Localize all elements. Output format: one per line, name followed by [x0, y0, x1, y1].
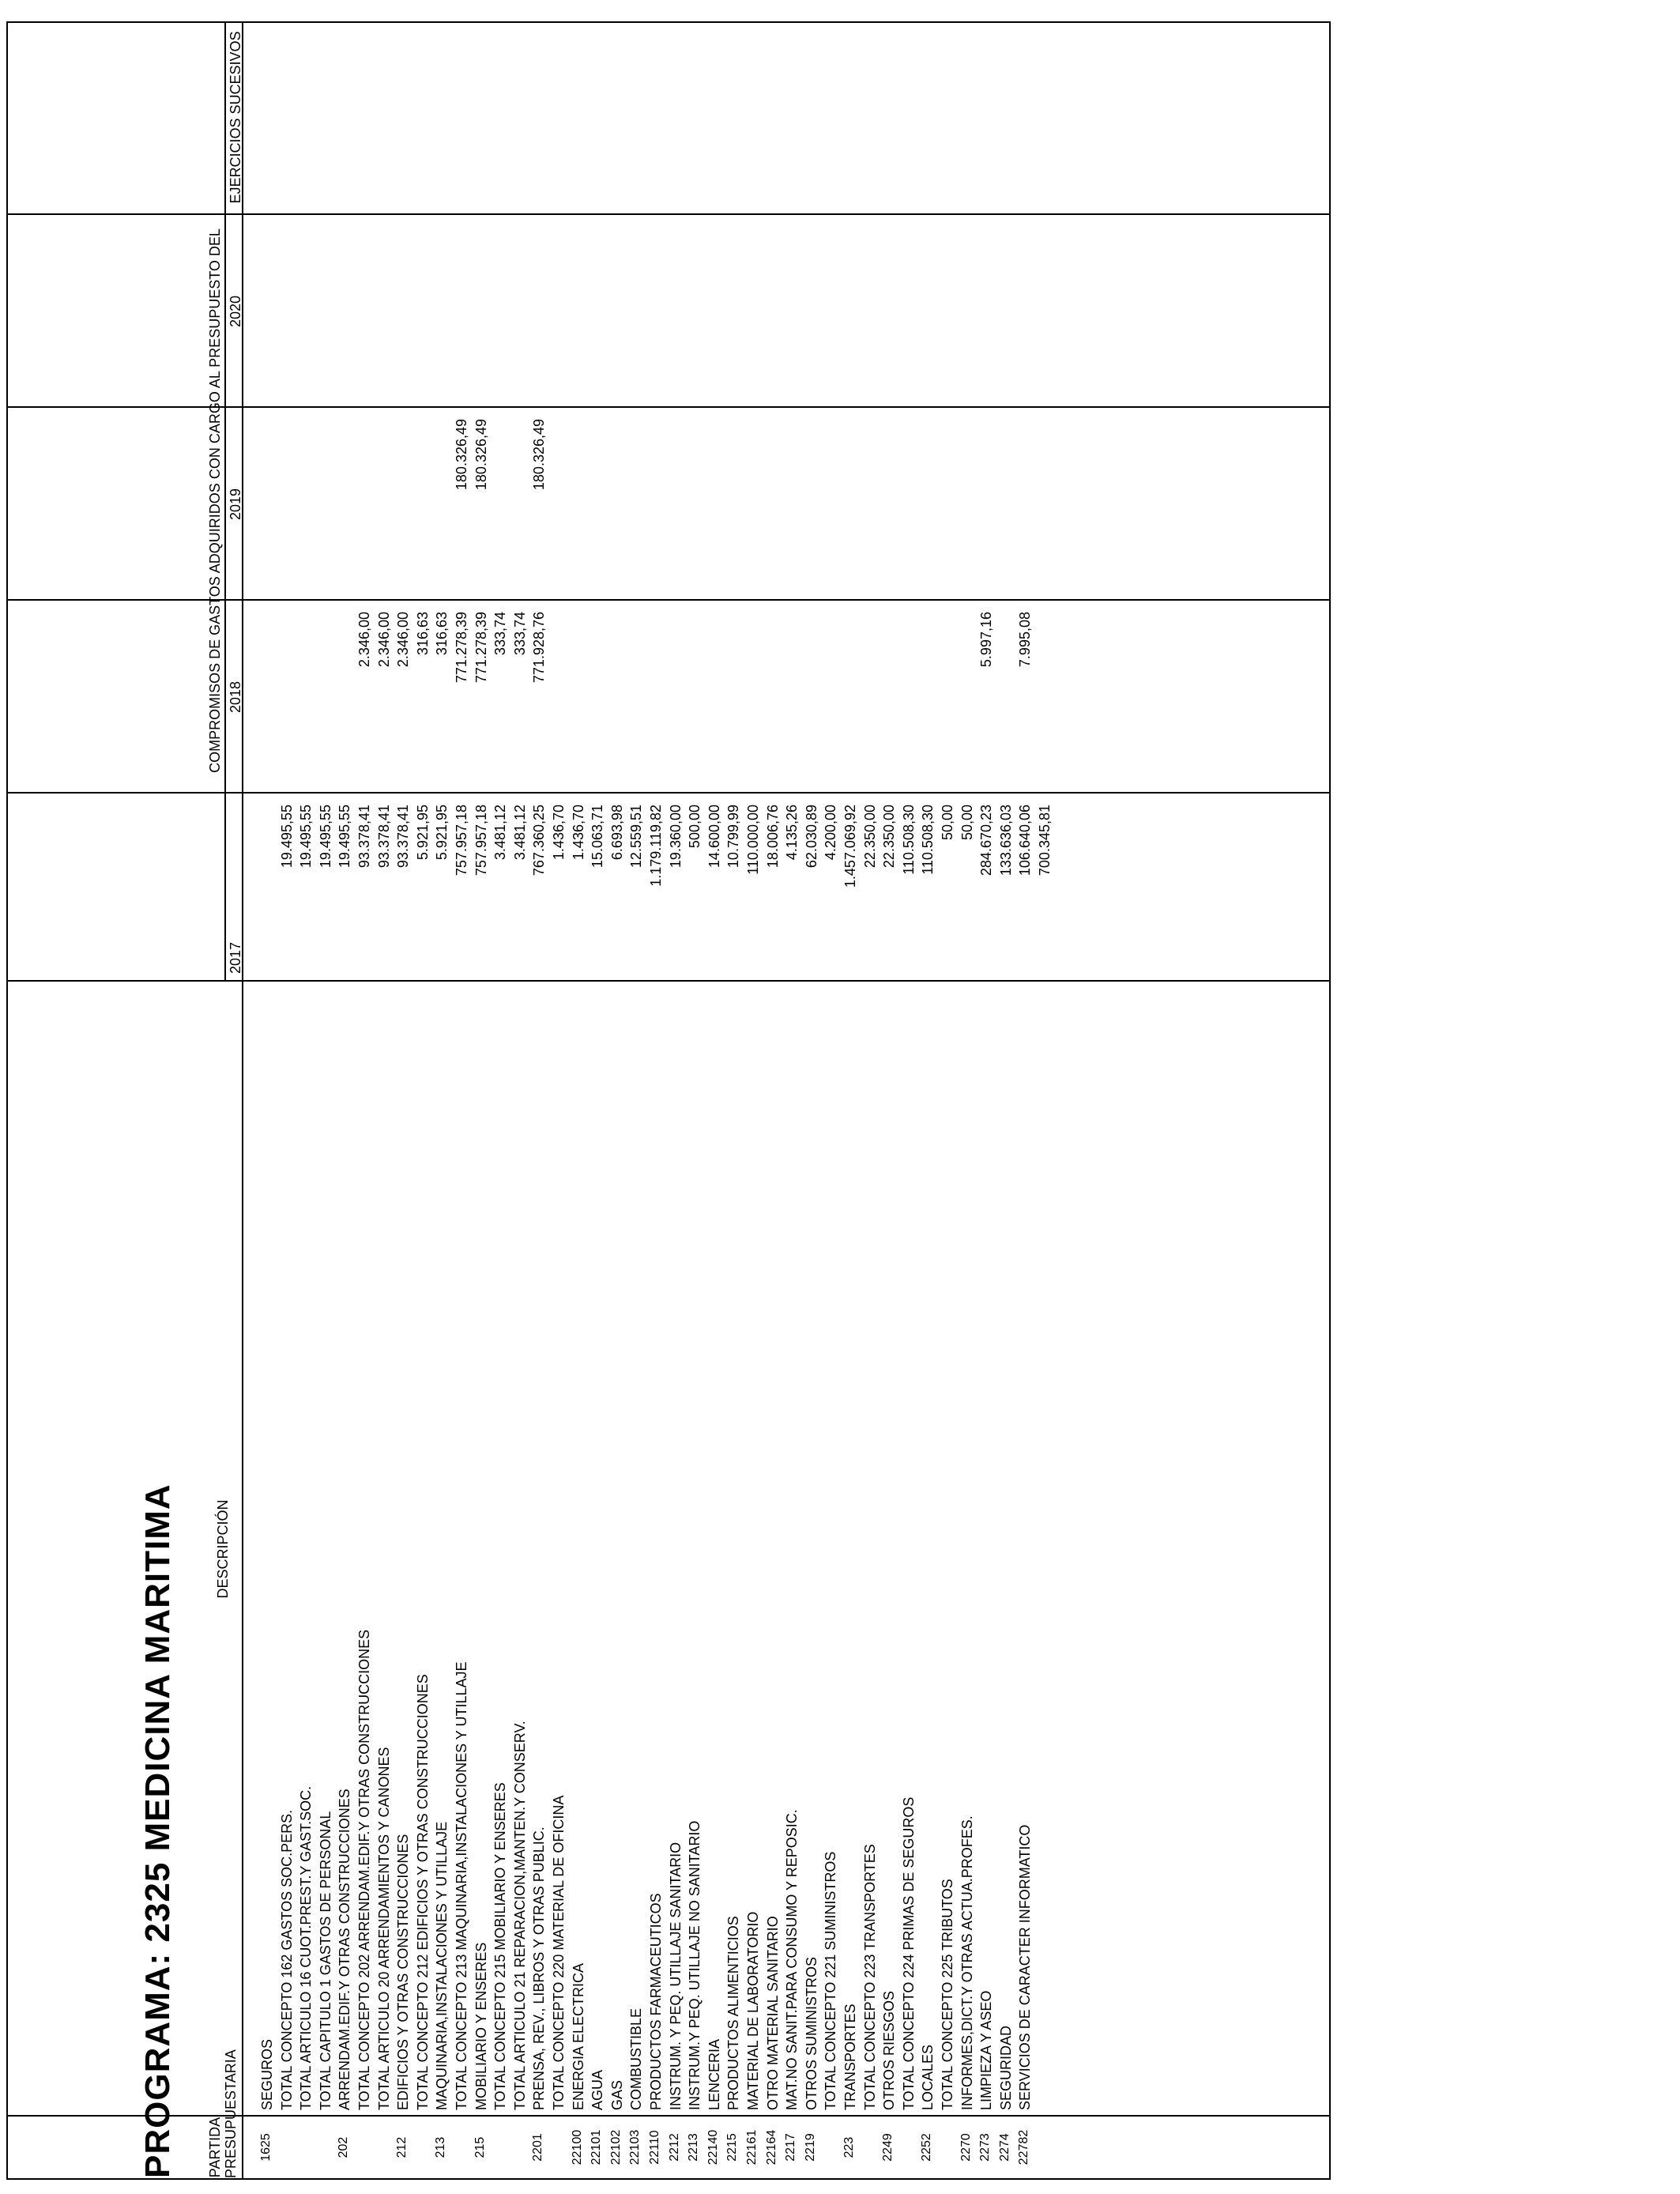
amount-y2017: 93.378,41 — [356, 805, 372, 869]
descripcion-cell: SEGUROS — [259, 2038, 275, 2110]
amount-y2017: 110.508,30 — [920, 805, 936, 875]
partida-code: 2249 — [881, 2133, 895, 2162]
amount-y2017: 1.457.069,92 — [842, 805, 858, 888]
amount-y2017: 3.481,12 — [511, 805, 528, 861]
descripcion-cell: TRANSPORTES — [842, 2004, 858, 2110]
descripcion-cell: LIMPIEZA Y ASEO — [978, 1990, 995, 2110]
amount-y2018: 5.997,16 — [978, 612, 995, 668]
descripcion-cell: TOTAL CONCEPTO 225 TRIBUTOS — [940, 1879, 955, 2110]
partida-code: 22110 — [648, 2130, 661, 2165]
budget-table — [6, 21, 1331, 2180]
descripcion-cell: MOBILIARIO Y ENSERES — [473, 1942, 489, 2110]
amount-y2017: 93.378,41 — [395, 805, 412, 869]
page-title: PROGRAMA: 2325 MEDICINA MARITIMA — [138, 1483, 177, 2178]
amount-y2017: 93.378,41 — [375, 805, 392, 869]
descripcion-cell: ENERGIA ELECTRICA — [570, 1962, 586, 2110]
partida-code: 2273 — [978, 2133, 993, 2162]
partida-code: 2212 — [667, 2133, 681, 2162]
amount-y2018: 2.346,00 — [356, 612, 372, 668]
descripcion-cell: MAT.NO SANIT.PARA CONSUMO Y REPOSIC. — [784, 1809, 800, 2110]
amount-y2017: 22.350,00 — [881, 805, 898, 869]
amount-y2017: 757.957,18 — [454, 805, 469, 876]
amount-y2017: 500,00 — [687, 805, 703, 849]
header-2019: 2019 — [228, 488, 243, 521]
descripcion-cell: LENCERIA — [706, 2038, 722, 2110]
amount-y2017: 1.179.119,82 — [648, 805, 664, 887]
descripcion-cell: TOTAL CONCEPTO 220 MATERIAL DE OFICINA — [551, 1795, 567, 2110]
amount-y2017: 14.600,00 — [706, 805, 722, 869]
descripcion-cell: TOTAL CONCEPTO 223 TRANSPORTES — [861, 1844, 878, 2110]
partida-code: 22101 — [590, 2129, 604, 2166]
partida-code: 2213 — [687, 2133, 701, 2162]
descripcion-cell: PRODUCTOS FARMACEUTICOS — [648, 1893, 664, 2110]
descripcion-cell: SERVICIOS DE CARACTER INFORMATICO — [1017, 1824, 1034, 2110]
amount-y2018: 7.995,08 — [1017, 612, 1034, 668]
amount-y2017: 757.957,18 — [473, 805, 489, 876]
amount-y2017: 19.495,55 — [298, 805, 315, 869]
partida-code: 223 — [842, 2136, 856, 2158]
amount-y2018: 333,74 — [511, 612, 528, 656]
header-sucesivos: EJERCICIOS SUCESIVOS — [228, 31, 243, 204]
divider-2018 — [8, 599, 1329, 601]
descripcion-cell: TOTAL CONCEPTO 202 ARRENDAM.EDIF.Y OTRAS CONSTRUCCIONES — [356, 1629, 372, 2110]
amount-y2017: 110.000,00 — [745, 805, 761, 875]
header-2020: 2020 — [228, 295, 243, 328]
descripcion-cell: INSTRUM. Y PEQ. UTILLAJE SANITARIO — [667, 1842, 684, 2110]
divider-2020 — [8, 213, 1329, 215]
partida-code: 22161 — [745, 2129, 759, 2166]
descripcion-cell: LOCALES — [920, 2044, 936, 2110]
amount-y2017: 1.436,70 — [551, 805, 567, 861]
amount-y2017: 19.360,00 — [667, 805, 684, 869]
partida-code: 2252 — [920, 2133, 934, 2162]
amount-y2017: 50,00 — [940, 805, 955, 841]
amount-y2017: 6.693,98 — [608, 805, 625, 861]
partida-code: 22140 — [706, 2129, 720, 2166]
partida-code: 2215 — [725, 2133, 740, 2162]
descripcion-cell: INSTRUM.Y PEQ. UTILLAJE NO SANITARIO — [687, 1820, 703, 2110]
amount-y2017: 1.436,70 — [570, 805, 586, 861]
partida-code: 2201 — [531, 2133, 545, 2162]
divider-2017 — [8, 792, 1329, 794]
descripcion-cell: TOTAL CONCEPTO 215 MOBILIARIO Y ENSERES — [492, 1782, 509, 2110]
descripcion-cell: OTROS SUMINISTROS — [803, 1956, 819, 2110]
amount-y2017: 5.921,95 — [434, 805, 450, 861]
amount-y2017: 15.063,71 — [590, 805, 606, 869]
partida-code: 22782 — [1017, 2129, 1031, 2166]
amount-y2017: 19.495,55 — [278, 805, 295, 869]
amount-y2017: 3.481,12 — [492, 805, 509, 861]
amount-y2017: 50,00 — [959, 805, 975, 841]
partida-code: 22100 — [570, 2129, 584, 2166]
amount-y2017: 106.640,06 — [1017, 805, 1034, 876]
descripcion-cell: TOTAL CONCEPTO 213 MAQUINARIA,INSTALACIONES Y UTILLAJE — [454, 1661, 469, 2110]
descripcion-cell: MAQUINARIA,INSTALACIONES Y UTILLAJE — [434, 1821, 450, 2110]
amount-y2017: 12.559,51 — [628, 805, 645, 869]
descripcion-cell: TOTAL CONCEPTO 224 PRIMAS DE SEGUROS — [900, 1796, 917, 2110]
amount-y2017: 62.030,89 — [803, 805, 819, 869]
amount-y2017: 10.799,99 — [725, 805, 742, 869]
descripcion-cell: MATERIAL DE LABORATORIO — [745, 1911, 761, 2110]
descripcion-cell: COMBUSTIBLE — [628, 2007, 645, 2110]
amount-y2017: 110.508,30 — [900, 805, 917, 875]
amount-y2018: 2.346,00 — [375, 612, 392, 668]
amount-y2017: 133.636,03 — [997, 805, 1014, 876]
amount-y2017: 767.360,25 — [531, 805, 548, 876]
descripcion-cell: OTROS RIESGOS — [881, 1990, 898, 2110]
descripcion-cell: INFORMES,DICT.Y OTRAS ACTUA.PROFES. — [959, 1815, 975, 2110]
header-partida: PARTIDA PRESUPUESTARIA — [207, 2049, 239, 2178]
amount-y2018: 771.928,76 — [531, 612, 548, 684]
partida-code: 213 — [434, 2136, 448, 2158]
amount-y2019: 180.326,49 — [473, 419, 489, 491]
descripcion-cell: TOTAL CONCEPTO 221 SUMINISTROS — [823, 1851, 839, 2110]
descripcion-cell: GAS — [608, 2079, 625, 2110]
partida-code: 22102 — [608, 2129, 623, 2166]
partida-code: 212 — [395, 2136, 409, 2158]
descripcion-cell: TOTAL CONCEPTO 162 GASTOS SOC.PERS. — [278, 1809, 295, 2110]
descripcion-cell: PRENSA, REV., LIBROS Y OTRAS PUBLIC. — [531, 1826, 548, 2110]
amount-y2017: 18.006,76 — [764, 805, 781, 869]
amount-y2018: 316,63 — [414, 612, 431, 656]
amount-y2019: 180.326,49 — [531, 419, 548, 491]
descripcion-cell: OTRO MATERIAL SANITARIO — [764, 1916, 781, 2110]
partida-code: 2219 — [803, 2133, 817, 2162]
partida-code: 22103 — [628, 2129, 642, 2166]
partida-code: 215 — [473, 2136, 487, 2158]
descripcion-cell: AGUA — [590, 2069, 606, 2110]
partida-code: 22164 — [764, 2129, 778, 2166]
amount-y2017: 700.345,81 — [1037, 805, 1053, 876]
descripcion-cell: ARRENDAM.EDIF.Y OTRAS CONSTRUCCIONES — [337, 1789, 353, 2110]
header-group: COMPROMISOS DE GASTOS ADQUIRIDOS CON CARGO AL PRESUPUESTO DEL — [207, 228, 223, 773]
descripcion-cell: TOTAL CONCEPTO 212 EDIFICIOS Y OTRAS CONSTRUCCIONES — [414, 1674, 431, 2110]
amount-y2018: 316,63 — [434, 612, 450, 656]
descripcion-cell: TOTAL ARTICULO 16 CUOT.PREST.Y GAST.SOC. — [298, 1785, 315, 2110]
partida-code: 202 — [337, 2136, 351, 2158]
partida-code: 2270 — [959, 2133, 973, 2162]
amount-y2017: 5.921,95 — [414, 805, 431, 861]
partida-code: 2217 — [784, 2133, 798, 2162]
amount-y2017: 19.495,55 — [317, 805, 333, 869]
amount-y2017: 284.670,23 — [978, 805, 995, 876]
amount-y2018: 771.278,39 — [454, 612, 469, 684]
header-2018: 2018 — [228, 680, 243, 714]
amount-y2018: 2.346,00 — [395, 612, 412, 668]
descripcion-cell: SEGURIDAD — [997, 2025, 1014, 2110]
header-descripcion: DESCRIPCIÓN — [215, 1499, 231, 1599]
amount-y2017: 4.200,00 — [823, 805, 839, 861]
descripcion-cell: PRODUCTOS ALIMENTICIOS — [725, 1916, 742, 2110]
amount-y2019: 180.326,49 — [454, 419, 469, 491]
amount-y2017: 4.135,26 — [784, 805, 800, 861]
amount-y2018: 333,74 — [492, 612, 509, 656]
descripcion-cell: EDIFICIOS Y OTRAS CONSTRUCCIONES — [395, 1834, 412, 2110]
divider-2019 — [8, 406, 1329, 408]
descripcion-cell: TOTAL ARTICULO 20 ARRENDAMIENTOS Y CANONES — [375, 1747, 392, 2110]
amount-y2017: 19.495,55 — [337, 805, 353, 869]
amount-y2018: 771.278,39 — [473, 612, 489, 684]
descripcion-cell: TOTAL CAPITULO 1 GASTOS DE PERSONAL — [317, 1811, 333, 2110]
amount-y2017: 22.350,00 — [861, 805, 878, 869]
partida-code: 1625 — [259, 2133, 273, 2162]
year-header-rule — [224, 23, 226, 982]
partida-code: 2274 — [997, 2133, 1011, 2162]
header-2017: 2017 — [228, 941, 243, 974]
descripcion-cell: TOTAL ARTICULO 21 REPARACION,MANTEN.Y CONSERV. — [511, 1721, 528, 2110]
